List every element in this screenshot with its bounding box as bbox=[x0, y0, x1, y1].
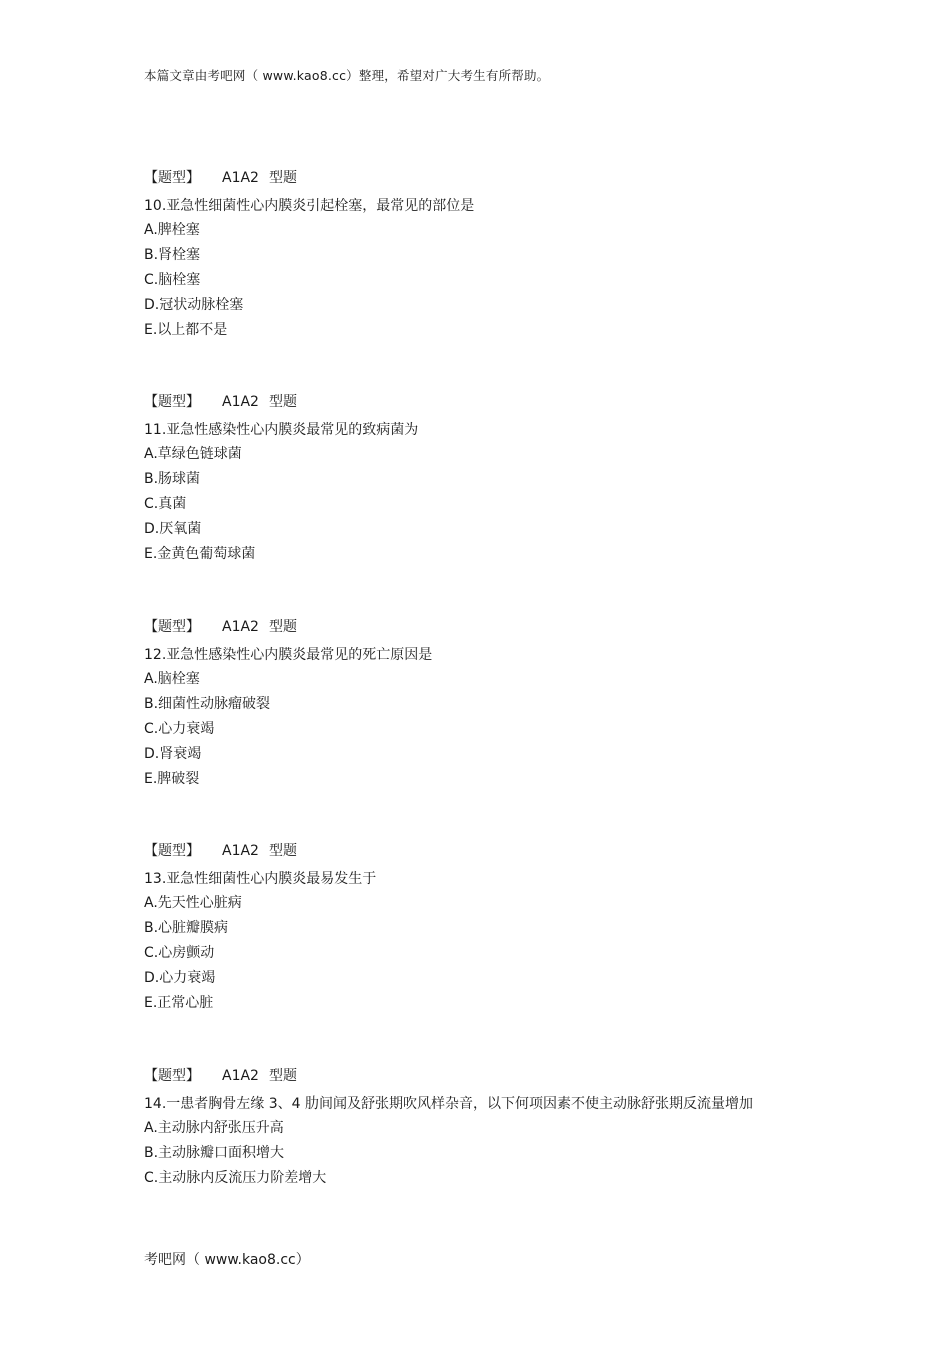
question-11 bbox=[144, 390, 784, 567]
question-14 bbox=[144, 1064, 784, 1191]
type-label: 【题型】 bbox=[144, 170, 200, 186]
type-label: 【题型】 bbox=[144, 619, 200, 635]
question-type bbox=[144, 390, 784, 415]
type-word: 型题 bbox=[268, 843, 297, 859]
question-stem: 12.亚急性感染性心内膜炎最常见的死亡原因是 bbox=[144, 647, 433, 663]
option-c: C.脑栓塞 bbox=[144, 272, 201, 288]
option-c: C.真菌 bbox=[144, 496, 187, 512]
option-d: D.厌氧菌 bbox=[144, 521, 202, 537]
question-13 bbox=[144, 839, 784, 1016]
type-code: A1A2 bbox=[222, 619, 259, 635]
question-stem: 10.亚急性细菌性心内膜炎引起栓塞，最常见的部位是 bbox=[144, 198, 475, 214]
type-word: 型题 bbox=[268, 394, 297, 410]
question-stem: 14.一患者胸骨左缘 3、4 肋间闻及舒张期吹风样杂音，以下何项因素不使主动脉舒张期反流量增加 bbox=[144, 1096, 753, 1112]
type-label: 【题型】 bbox=[144, 843, 200, 859]
option-e: E.以上都不是 bbox=[144, 322, 228, 338]
question-type bbox=[144, 615, 784, 640]
option-c: C.心房颤动 bbox=[144, 945, 215, 961]
question-type bbox=[144, 839, 784, 864]
option-a: A.草绿色链球菌 bbox=[144, 446, 242, 462]
option-d: D.肾衰竭 bbox=[144, 746, 202, 762]
type-label: 【题型】 bbox=[144, 394, 200, 410]
type-word: 型题 bbox=[268, 170, 297, 186]
type-code: A1A2 bbox=[222, 394, 259, 410]
question-stem: 11.亚急性感染性心内膜炎最常见的致病菌为 bbox=[144, 422, 419, 438]
option-d: D.心力衰竭 bbox=[144, 970, 216, 986]
option-b: B.细菌性动脉瘤破裂 bbox=[144, 696, 271, 712]
type-code: A1A2 bbox=[222, 1068, 259, 1084]
option-e: E.金黄色葡萄球菌 bbox=[144, 546, 256, 562]
option-b: B.心脏瓣膜病 bbox=[144, 920, 229, 936]
page-footer: 考吧网（ www.kao8.cc） bbox=[144, 1252, 310, 1268]
question-stem: 13.亚急性细菌性心内膜炎最易发生于 bbox=[144, 871, 377, 887]
question-type bbox=[144, 1064, 784, 1089]
type-label: 【题型】 bbox=[144, 1068, 200, 1084]
type-word: 型题 bbox=[268, 1068, 297, 1084]
question-10 bbox=[144, 166, 784, 343]
option-a: A.脾栓塞 bbox=[144, 222, 200, 238]
option-c: C.心力衰竭 bbox=[144, 721, 215, 737]
option-a: A.先天性心脏病 bbox=[144, 895, 242, 911]
option-e: E.正常心脏 bbox=[144, 995, 214, 1011]
option-b: B.主动脉瓣口面积增大 bbox=[144, 1145, 285, 1161]
option-b: B.肾栓塞 bbox=[144, 247, 201, 263]
option-a: A.脑栓塞 bbox=[144, 671, 200, 687]
type-code: A1A2 bbox=[222, 170, 259, 186]
option-d: D.冠状动脉栓塞 bbox=[144, 297, 244, 313]
option-c: C.主动脉内反流压力阶差增大 bbox=[144, 1170, 327, 1186]
type-code: A1A2 bbox=[222, 843, 259, 859]
page-header: 本篇文章由考吧网（ www.kao8.cc）整理，希望对广大考生有所帮助。 bbox=[144, 68, 550, 83]
question-type bbox=[144, 166, 784, 191]
question-12 bbox=[144, 615, 784, 792]
option-b: B.肠球菌 bbox=[144, 471, 201, 487]
type-word: 型题 bbox=[268, 619, 297, 635]
option-a: A.主动脉内舒张压升高 bbox=[144, 1120, 284, 1136]
option-e: E.脾破裂 bbox=[144, 771, 200, 787]
